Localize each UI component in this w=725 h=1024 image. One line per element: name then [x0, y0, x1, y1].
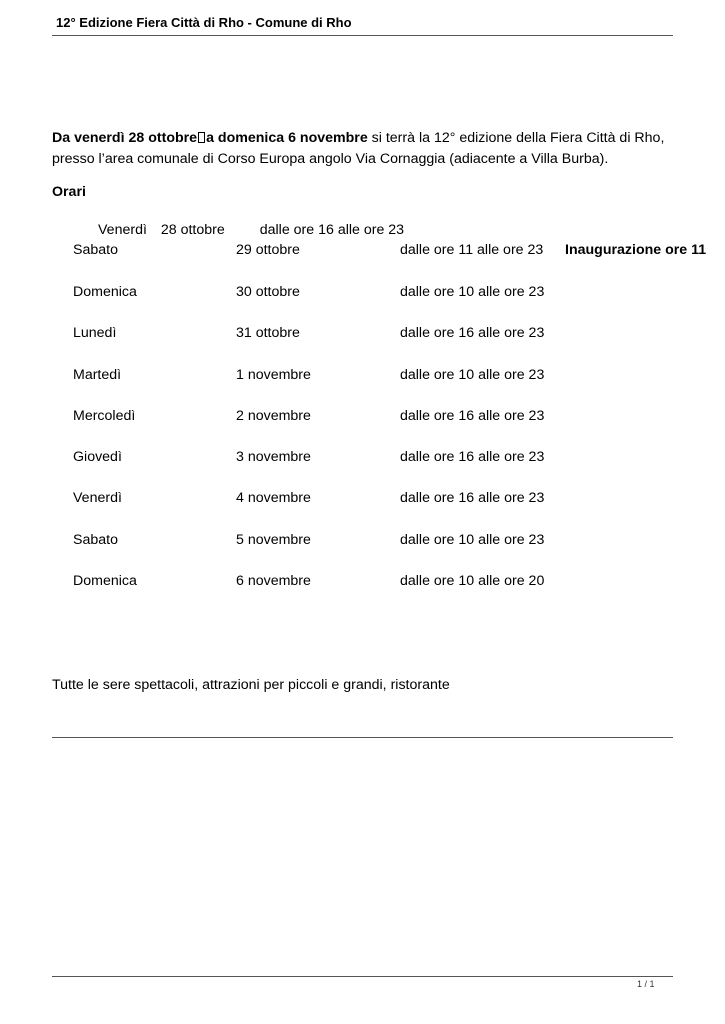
schedule-date: 5 novembre	[236, 532, 311, 548]
schedule-note: Inaugurazione ore 11	[565, 242, 707, 258]
closing-text: Tutte le sere spettacoli, attrazioni per piccoli e grandi, ristorante	[52, 677, 450, 693]
schedule-date: 28 ottobre	[160, 222, 225, 238]
schedule-day: Martedì	[73, 367, 122, 383]
intro-body-text: si terrà la 12° edizione della Fiera Città di Rho, presso l’area comunale di Corso Europa angolo Via Cornaggia (adiacente a Villa Burba).	[52, 130, 665, 167]
schedule-time: dalle ore 10 alle ore 23	[400, 367, 545, 383]
schedule-time: dalle ore 16 alle ore 23	[400, 408, 545, 424]
schedule-time: dalle ore 10 alle ore 23	[400, 284, 545, 300]
schedule-day: Sabato	[73, 532, 118, 548]
schedule-time: dalle ore 10 alle ore 20	[400, 573, 545, 589]
intro-date-end: a domenica 6 novembre	[206, 130, 368, 146]
schedule-day: Lunedì	[73, 325, 117, 341]
schedule-time: dalle ore 16 alle ore 23	[259, 222, 405, 238]
header-divider	[52, 35, 673, 36]
page-number: 1 / 1	[637, 979, 655, 989]
content-divider	[52, 737, 673, 738]
schedule-day: Domenica	[73, 284, 137, 300]
schedule-time: dalle ore 16 alle ore 23	[400, 325, 545, 341]
schedule-day: Venerdì	[98, 222, 147, 238]
schedule-date: 4 novembre	[236, 490, 311, 506]
schedule-date: 2 novembre	[236, 408, 311, 424]
schedule-date: 3 novembre	[236, 449, 311, 465]
footer-divider	[52, 976, 673, 977]
schedule-first-row	[98, 222, 404, 238]
schedule-day: Venerdì	[73, 490, 122, 506]
intro-date-start: Da venerdì 28 ottobre	[52, 130, 198, 146]
orari-heading: Orari	[52, 184, 86, 200]
schedule-date: 1 novembre	[236, 367, 311, 383]
schedule-day: Domenica	[73, 573, 137, 589]
schedule-date: 31 ottobre	[236, 325, 300, 341]
schedule-time: dalle ore 16 alle ore 23	[400, 449, 545, 465]
intro-paragraph	[52, 128, 677, 170]
schedule-date: 29 ottobre	[236, 242, 300, 258]
schedule-day: Giovedì	[73, 449, 122, 465]
schedule-time: dalle ore 10 alle ore 23	[400, 532, 545, 548]
schedule-time: dalle ore 16 alle ore 23	[400, 490, 545, 506]
schedule-time: dalle ore 11 alle ore 23	[400, 242, 544, 258]
schedule-date: 6 novembre	[236, 573, 311, 589]
header-title: 12° Edizione Fiera Città di Rho - Comune di Rho	[56, 15, 352, 30]
schedule-date: 30 ottobre	[236, 284, 300, 300]
schedule-day: Sabato	[73, 242, 118, 258]
missing-glyph-box	[198, 132, 205, 143]
schedule-day: Mercoledì	[73, 408, 136, 424]
